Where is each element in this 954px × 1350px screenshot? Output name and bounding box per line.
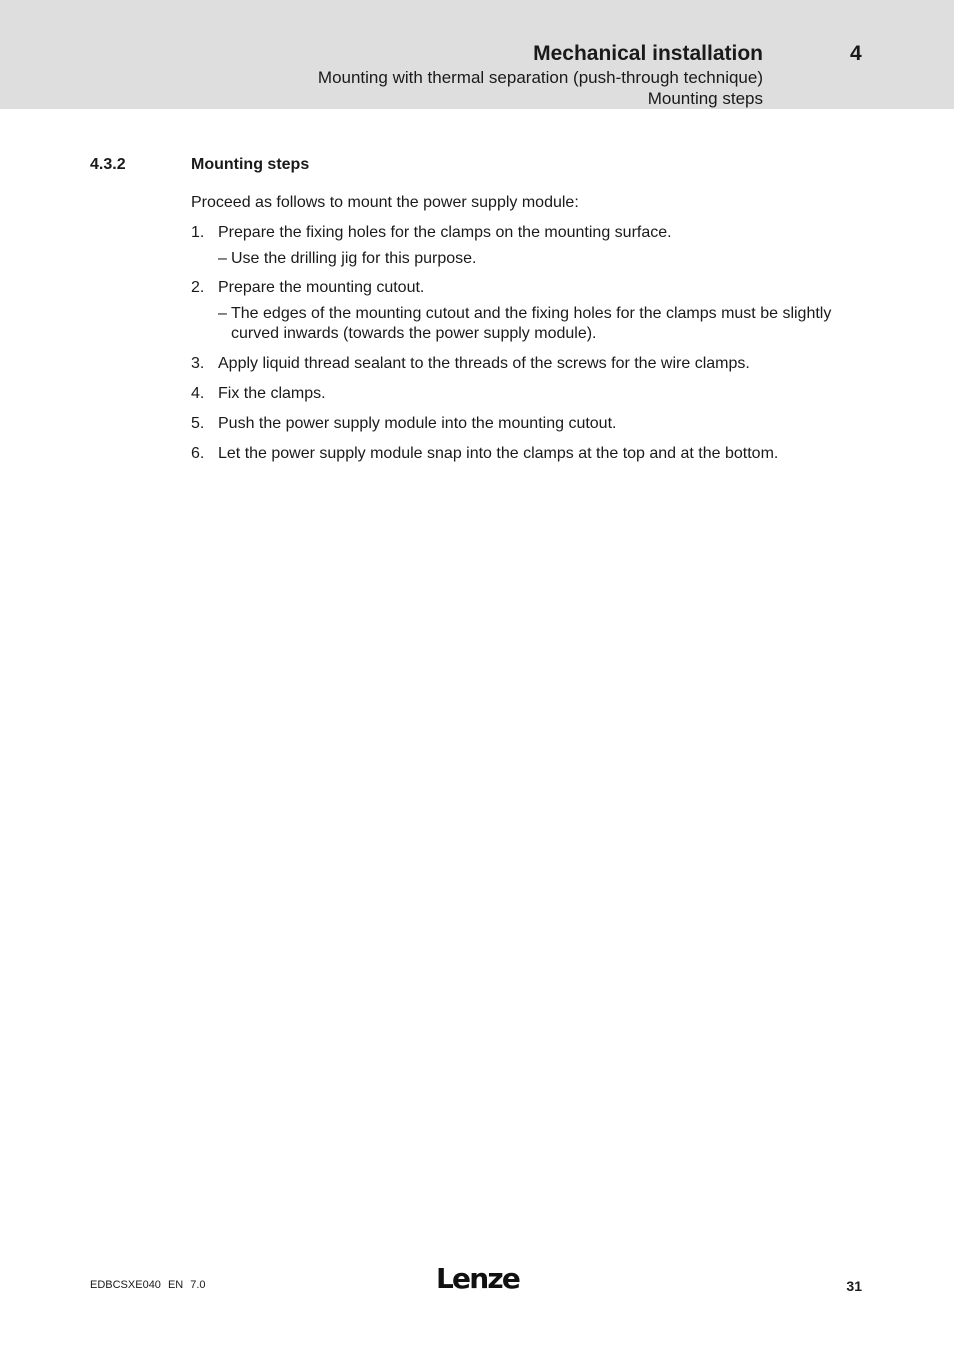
section-number: 4.3.2 (90, 156, 126, 173)
document-id (90, 1278, 213, 1292)
page-header (0, 0, 954, 109)
step-text: Fix the clamps. (218, 385, 326, 402)
step-text: Push the power supply module into the mounting cutout. (218, 415, 617, 432)
sub-item-dash: – (218, 305, 227, 322)
step-number: 5. (191, 415, 205, 432)
intro-paragraph: Proceed as follows to mount the power supply module: (191, 194, 579, 211)
step-text: Apply liquid thread sealant to the threads of the screws for the wire clamps. (218, 355, 750, 372)
lenze-logo: Lenze (436, 1262, 520, 1295)
header-subsubtitle: Mounting steps (647, 89, 763, 108)
page-number: 31 (846, 1278, 862, 1294)
step-number: 2. (191, 279, 205, 296)
sub-item-text: The edges of the mounting cutout and the fixing holes for the clamps must be slightly curved inwards (towards the power supply module). (231, 305, 832, 342)
chapter-number: 4 (850, 42, 862, 65)
step-number: 4. (191, 385, 205, 402)
step-number: 6. (191, 445, 205, 462)
step-text: Let the power supply module snap into the clamps at the top and at the bottom. (218, 445, 779, 462)
sub-item-dash: – (218, 250, 227, 267)
document-version: 7.0 (190, 1279, 206, 1291)
step-number: 3. (191, 355, 205, 372)
section-title: Mounting steps (191, 156, 310, 173)
step-text: Prepare the fixing holes for the clamps on the mounting surface. (218, 224, 672, 241)
document-code: EDBCSXE040 (90, 1279, 161, 1291)
step-text: Prepare the mounting cutout. (218, 279, 425, 296)
chapter-title: Mechanical installation (533, 42, 763, 65)
sub-item-text: Use the drilling jig for this purpose. (231, 250, 477, 267)
step-number: 1. (191, 224, 205, 241)
header-subtitle: Mounting with thermal separation (push-through technique) (317, 68, 763, 87)
document-language: EN (167, 1279, 184, 1291)
